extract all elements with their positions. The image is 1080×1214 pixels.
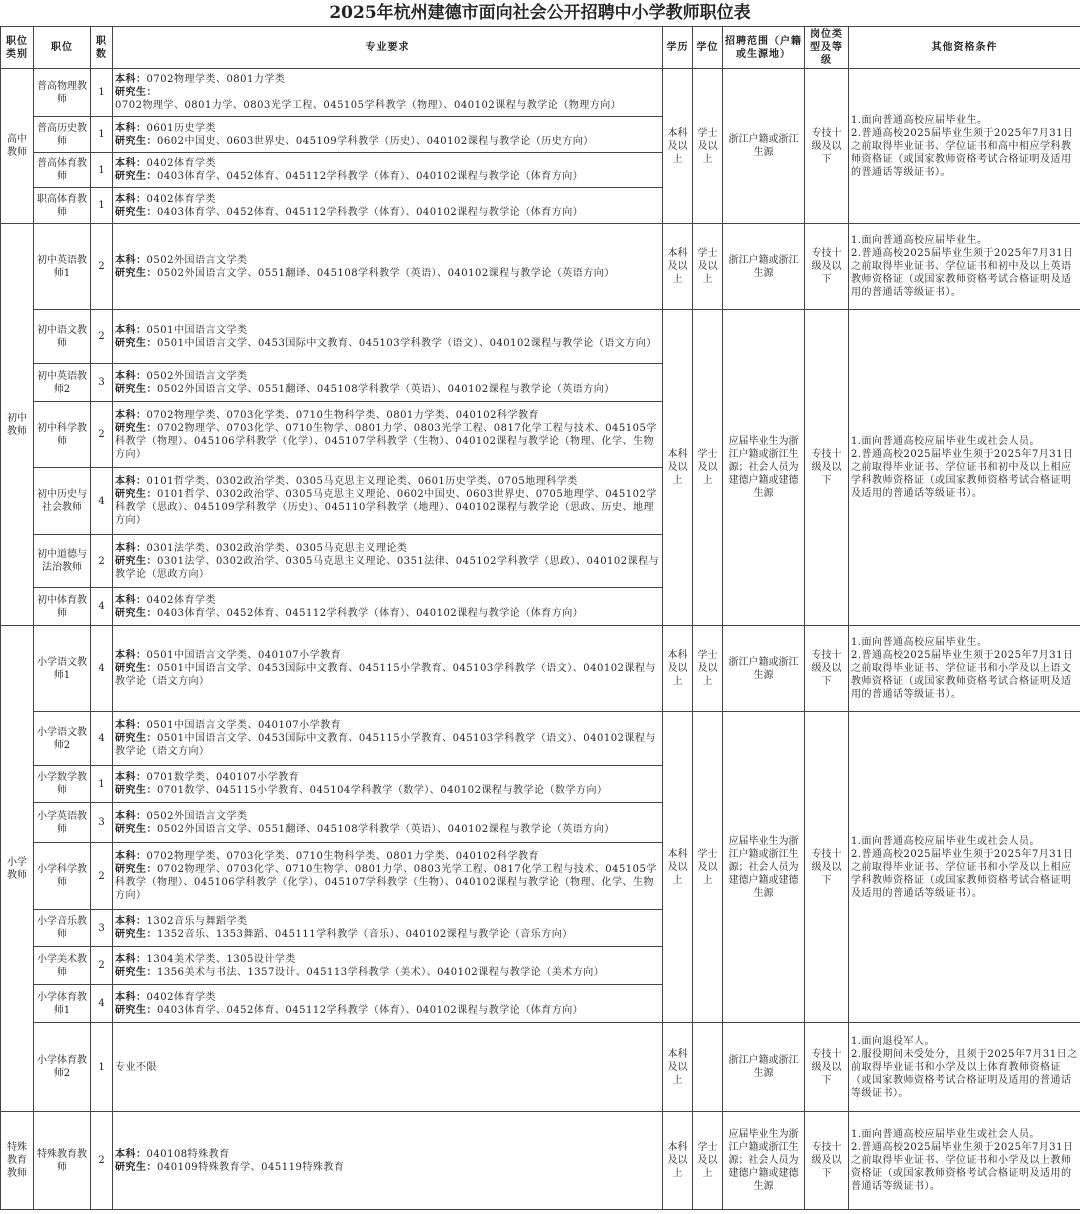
undergrad-prefix: 本科： xyxy=(115,650,147,661)
header-edu: 学历 xyxy=(663,27,693,69)
major-undergrad xyxy=(115,991,660,1004)
major-postgrad xyxy=(115,823,660,836)
postgrad-majors: 0403体育学、0452体育、045112学科教学（体育）、040102课程与教学论（体育方向） xyxy=(157,1004,584,1016)
major-undergrad xyxy=(115,915,660,928)
postgrad-prefix: 研究生： xyxy=(115,785,157,796)
table-row xyxy=(1,712,1080,766)
position-cell: 职高体育教师 xyxy=(34,188,91,224)
major-postgrad xyxy=(115,607,660,620)
major-undergrad xyxy=(115,193,660,206)
count-cell: 2 xyxy=(91,843,113,910)
count-cell: 4 xyxy=(91,985,113,1023)
undergrad-majors: 0702物理学类、0801力学类 xyxy=(146,74,286,85)
postgrad-prefix: 研究生： xyxy=(115,87,157,98)
major-postgrad xyxy=(115,86,660,112)
header-row xyxy=(1,27,1080,69)
major-undergrad xyxy=(115,122,660,135)
major-undergrad xyxy=(115,542,660,555)
position-cell: 初中语文教师 xyxy=(34,310,91,364)
count-cell: 4 xyxy=(91,468,113,535)
major-cell xyxy=(113,712,663,766)
major-postgrad xyxy=(115,928,660,941)
major-postgrad xyxy=(115,206,660,219)
undergrad-prefix: 本科： xyxy=(115,193,147,205)
postgrad-prefix: 研究生： xyxy=(115,929,157,940)
undergrad-prefix: 本科： xyxy=(115,1148,147,1160)
major-postgrad xyxy=(115,662,660,688)
degree-cell: 学士及以上 xyxy=(693,626,723,712)
count-cell: 3 xyxy=(91,364,113,402)
major-postgrad xyxy=(115,732,660,758)
undergrad-prefix: 本科： xyxy=(115,409,147,421)
postgrad-majors: 0702物理学、0801力学、0803光学工程、045105学科教学（物理）、040102课程与教学论（物理方向） xyxy=(115,100,622,111)
other-line: 2.普通高校2025届毕业生须于2025年7月31日之前取得毕业证书、学位证书和高中相应学科教师资格证（或国家教师资格考试合格证明及适用的普通话等级证书）。 xyxy=(851,127,1074,178)
education-cell: 本科及以上 xyxy=(663,626,693,712)
other-cell xyxy=(849,69,1080,224)
level-cell: 专技十级及以下 xyxy=(805,310,849,626)
undergrad-prefix: 本科： xyxy=(115,594,147,606)
major-cell xyxy=(113,766,663,803)
count-cell: 1 xyxy=(91,153,113,188)
major-cell xyxy=(113,153,663,188)
undergrad-majors: 0502外国语言文学类 xyxy=(146,254,248,266)
other-line: 2.普通高校2025届毕业生须于2025年7月31日之前取得毕业证书、学位证书和小学及以上教师资格证（或国家教师资格考试合格证明及适用的普通话等级证书）。 xyxy=(851,1142,1074,1192)
count-cell: 3 xyxy=(91,910,113,947)
count-cell: 2 xyxy=(91,402,113,468)
education-cell: 本科及以上 xyxy=(663,310,693,626)
positions-table xyxy=(0,26,1080,1210)
major-undergrad xyxy=(115,73,660,86)
major-any: 专业不限 xyxy=(115,1061,157,1073)
undergrad-majors: 040108特殊教育 xyxy=(146,1148,230,1160)
other-cell xyxy=(849,1112,1080,1210)
education-cell: 本科及以上 xyxy=(663,1112,693,1210)
postgrad-prefix: 研究生： xyxy=(115,555,157,567)
table-row xyxy=(1,69,1080,117)
position-cell: 初中体育教师 xyxy=(34,588,91,626)
major-undergrad xyxy=(115,370,660,383)
major-postgrad xyxy=(115,422,660,461)
major-postgrad xyxy=(115,337,660,350)
degree-cell: 学士及以上 xyxy=(693,1112,723,1210)
other-line: 1.面向退役军人。 xyxy=(851,1035,936,1047)
undergrad-prefix: 本科： xyxy=(115,74,147,85)
postgrad-majors: 0702物理学、0703化学、0710生物学、0801力学、0803光学工程、0817化学工程与技术、045105学科教学（物理）、045106学科教学（化学）、045107学科教学（生物）、040102课程与教学论（物理、化学、生物方向） xyxy=(115,422,657,460)
postgrad-prefix: 研究生： xyxy=(115,267,157,279)
major-cell xyxy=(113,69,663,117)
other-cell xyxy=(849,310,1080,626)
other-line: 1.面向普通高校应届毕业生。 xyxy=(851,235,988,246)
major-cell xyxy=(113,1112,663,1210)
position-cell: 普高体育教师 xyxy=(34,153,91,188)
major-cell xyxy=(113,843,663,910)
category-cell: 高中教师 xyxy=(1,69,34,224)
undergrad-majors: 1302音乐与舞蹈学类 xyxy=(146,916,248,927)
undergrad-majors: 0702物理学类、0703化学类、0710生物科学类、0801力学类、040102科学教育 xyxy=(146,851,539,862)
major-cell xyxy=(113,535,663,588)
level-cell: 专技十级及以下 xyxy=(805,626,849,712)
count-cell: 1 xyxy=(91,117,113,153)
degree-cell xyxy=(693,1023,723,1112)
undergrad-prefix: 本科： xyxy=(115,916,147,927)
major-undergrad xyxy=(115,324,660,337)
other-cell xyxy=(849,224,1080,310)
postgrad-majors: 0301法学、0302政治学、0305马克思主义理论、0351法律、045102学科教学（思政）、040102课程与教学论（思政方向） xyxy=(115,555,660,580)
undergrad-prefix: 本科： xyxy=(115,953,147,965)
undergrad-majors: 0501中国语言文学类、040107小学教育 xyxy=(146,650,342,661)
undergrad-prefix: 本科： xyxy=(115,772,147,783)
scope-cell: 应届毕业生为浙江户籍或浙江生源；社会人员为建德户籍或建德生源 xyxy=(723,1112,805,1210)
undergrad-majors: 0402体育学类 xyxy=(146,193,216,205)
undergrad-majors: 0402体育学类 xyxy=(146,991,216,1003)
position-cell: 小学科学教师 xyxy=(34,843,91,910)
major-cell xyxy=(113,224,663,310)
position-cell: 特殊教育教师 xyxy=(34,1112,91,1210)
undergrad-majors: 1304美术学类、1305设计学类 xyxy=(146,953,296,965)
table-row xyxy=(1,224,1080,310)
postgrad-prefix: 研究生： xyxy=(115,966,157,978)
postgrad-prefix: 研究生： xyxy=(115,337,157,349)
undergrad-prefix: 本科： xyxy=(115,324,147,336)
position-cell: 普高物理教师 xyxy=(34,69,91,117)
scope-cell: 浙江户籍或浙江生源 xyxy=(723,69,805,224)
major-postgrad xyxy=(115,383,660,396)
postgrad-majors: 0502外国语言文学、0551翻译、045108学科教学（英语）、040102课程与教学论（英语方向） xyxy=(157,383,615,395)
postgrad-prefix: 研究生： xyxy=(115,1004,157,1016)
undergrad-majors: 0702物理学类、0703化学类、0710生物科学类、0801力学类、040102科学教育 xyxy=(146,409,539,421)
undergrad-majors: 0701数学类、040107小学教育 xyxy=(146,772,300,783)
other-line: 2.服役期间未受处分，且须于2025年7月31日之前取得毕业证书和小学及以上体育教师资格证（或国家教师资格考试合格证明及适用的普通话等级证书）。 xyxy=(851,1048,1078,1099)
education-cell: 本科及以上 xyxy=(663,224,693,310)
postgrad-majors: 0101哲学、0302政治学、0305马克思主义理论、0602中国史、0603世界史、0705地理学、045102学科教学（思政）、045109学科教学（历史）、045110学科教学（地理）、040102课程与教学论（思政、历史、地理方向） xyxy=(115,489,657,526)
major-cell xyxy=(113,985,663,1023)
category-cell: 初中教师 xyxy=(1,224,34,626)
major-postgrad xyxy=(115,784,660,797)
count-cell: 2 xyxy=(91,535,113,588)
major-cell xyxy=(113,117,663,153)
postgrad-majors: 0701数学、045115小学教育、045104学科教学（数学）、040102课程与教学论（数学方向） xyxy=(157,785,608,796)
postgrad-majors: 0602中国史、0603世界史、045109学科教学（历史）、040102课程与教学论（历史方向） xyxy=(157,135,594,147)
postgrad-prefix: 研究生： xyxy=(115,383,157,395)
table-row xyxy=(1,310,1080,364)
major-cell xyxy=(113,188,663,224)
major-undergrad xyxy=(115,771,660,784)
major-undergrad xyxy=(115,409,660,422)
education-cell: 本科及以上 xyxy=(663,69,693,224)
major-undergrad xyxy=(115,719,660,732)
postgrad-prefix: 研究生： xyxy=(115,823,157,835)
count-cell: 4 xyxy=(91,626,113,712)
position-cell: 小学美术教师 xyxy=(34,947,91,985)
major-cell xyxy=(113,364,663,402)
undergrad-prefix: 本科： xyxy=(115,122,147,134)
position-cell: 小学英语教师 xyxy=(34,803,91,843)
degree-cell: 学士及以上 xyxy=(693,712,723,1023)
table-row xyxy=(1,626,1080,712)
position-cell: 初中英语教师1 xyxy=(34,224,91,310)
level-cell: 专技十级及以下 xyxy=(805,1023,849,1112)
undergrad-prefix: 本科： xyxy=(115,851,147,862)
major-undergrad xyxy=(115,1148,660,1161)
degree-cell: 学士及以上 xyxy=(693,310,723,626)
header-major: 专业要求 xyxy=(113,27,663,69)
header-level: 岗位类型及等级 xyxy=(805,27,849,69)
major-cell xyxy=(113,468,663,535)
category-cell: 小学教师 xyxy=(1,626,34,1112)
major-undergrad xyxy=(115,953,660,966)
major-undergrad xyxy=(115,649,660,662)
header-degree: 学位 xyxy=(693,27,723,69)
position-cell: 初中道德与法治教师 xyxy=(34,535,91,588)
postgrad-prefix: 研究生： xyxy=(115,733,157,744)
postgrad-prefix: 研究生： xyxy=(115,489,157,500)
undergrad-majors: 0502外国语言文学类 xyxy=(146,370,248,382)
major-undergrad xyxy=(115,810,660,823)
postgrad-majors: 0501中国语言文学、0453国际中文教育、045115小学教育、045103学科教学（语文）、040102课程与教学论（语文方向） xyxy=(115,663,656,687)
table-row xyxy=(1,1023,1080,1112)
count-cell: 2 xyxy=(91,1112,113,1210)
header-category: 职位类别 xyxy=(1,27,34,69)
other-cell xyxy=(849,626,1080,712)
scope-cell: 浙江户籍或浙江生源 xyxy=(723,224,805,310)
major-cell xyxy=(113,588,663,626)
major-postgrad xyxy=(115,1161,660,1174)
undergrad-majors: 0501中国语言文学类、040107小学教育 xyxy=(146,720,342,731)
other-line: 1.面向普通高校应届毕业生。 xyxy=(851,114,988,126)
undergrad-prefix: 本科： xyxy=(115,542,147,554)
other-line: 2.普通高校2025届毕业生须于2025年7月31日之前取得毕业证书、学位证书和小学及以上语文教师资格证（或国家教师资格考试合格证明及适用的普通话等级证书）。 xyxy=(851,650,1074,700)
other-line: 2.普通高校2025届毕业生须于2025年7月31日之前取得毕业证书、学位证书和小学及以上相应学科教师资格证（或国家教师资格考试合格证明及适用的普通话等级证书）。 xyxy=(851,848,1074,899)
position-cell: 普高历史教师 xyxy=(34,117,91,153)
other-cell xyxy=(849,1023,1080,1112)
major-undergrad xyxy=(115,254,660,267)
level-cell: 专技十级及以下 xyxy=(805,712,849,1023)
postgrad-majors: 0403体育学、0452体育、045112学科教学（体育）、040102课程与教学论（体育方向） xyxy=(157,206,584,218)
degree-cell: 学士及以上 xyxy=(693,69,723,224)
major-postgrad xyxy=(115,863,660,902)
count-cell: 3 xyxy=(91,803,113,843)
other-line: 1.面向普通高校应届毕业生或社会人员。 xyxy=(851,835,1041,847)
undergrad-prefix: 本科： xyxy=(115,720,147,731)
postgrad-prefix: 研究生： xyxy=(115,422,157,434)
table-title: 2025年杭州建德市面向社会公开招聘中小学教师职位表 xyxy=(329,3,751,23)
postgrad-prefix: 研究生： xyxy=(115,864,157,875)
other-line: 2.普通高校2025届毕业生须于2025年7月31日之前取得毕业证书、学位证书和初中及以上英语教师资格证（或国家教师资格考试合格证明及适用的普通话等级证书）。 xyxy=(851,248,1074,298)
header-scope: 招聘范围（户籍或生源地） xyxy=(723,27,805,69)
postgrad-majors: 040109特殊教育学、045119特殊教育 xyxy=(157,1161,345,1173)
postgrad-majors: 0702物理学、0703化学、0710生物学、0801力学、0803光学工程、0817化学工程与技术、045105学科教学（物理）、045106学科教学（化学）、045107学科教学（生物）、040102课程与教学论（物理、化学、生物方向） xyxy=(115,864,657,901)
education-cell: 本科及以上 xyxy=(663,1023,693,1112)
undergrad-majors: 0301法学类、0302政治学类、0305马克思主义理论类 xyxy=(146,542,408,554)
major-postgrad xyxy=(115,1004,660,1017)
undergrad-majors: 0402体育学类 xyxy=(146,594,216,606)
education-cell: 本科及以上 xyxy=(663,712,693,1023)
scope-cell: 应届毕业生为浙江户籍或浙江生源；社会人员为建德户籍或建德生源 xyxy=(723,310,805,626)
position-cell: 小学语文教师2 xyxy=(34,712,91,766)
degree-cell: 学士及以上 xyxy=(693,224,723,310)
table-row xyxy=(1,1112,1080,1210)
scope-cell: 浙江户籍或浙江生源 xyxy=(723,1023,805,1112)
undergrad-prefix: 本科： xyxy=(115,476,147,487)
undergrad-majors: 0601历史学类 xyxy=(146,122,216,134)
header-position: 职位 xyxy=(34,27,91,69)
undergrad-majors: 0502外国语言文学类 xyxy=(146,810,248,822)
other-line: 1.面向普通高校应届毕业生。 xyxy=(851,637,988,648)
position-cell: 小学音乐教师 xyxy=(34,910,91,947)
postgrad-majors: 0502外国语言文学、0551翻译、045108学科教学（英语）、040102课程与教学论（英语方向） xyxy=(157,823,615,835)
undergrad-prefix: 本科： xyxy=(115,991,147,1003)
major-cell xyxy=(113,626,663,712)
postgrad-majors: 0403体育学、0452体育、045112学科教学（体育）、040102课程与教学论（体育方向） xyxy=(157,607,584,619)
major-cell xyxy=(113,1023,663,1112)
position-cell: 初中科学教师 xyxy=(34,402,91,468)
postgrad-prefix: 研究生： xyxy=(115,135,157,147)
position-cell: 小学数学教师 xyxy=(34,766,91,803)
scope-cell: 浙江户籍或浙江生源 xyxy=(723,626,805,712)
postgrad-prefix: 研究生： xyxy=(115,607,157,619)
position-cell: 初中历史与社会教师 xyxy=(34,468,91,535)
other-line: 1.面向普通高校应届毕业生或社会人员。 xyxy=(851,436,1041,447)
major-postgrad xyxy=(115,170,660,183)
other-line: 1.面向普通高校应届毕业生或社会人员。 xyxy=(851,1129,1041,1140)
scope-cell: 应届毕业生为浙江户籍或浙江生源；社会人员为建德户籍或建德生源 xyxy=(723,712,805,1023)
other-line: 2.普通高校2025届毕业生须于2025年7月31日之前取得毕业证书、学位证书和初中及以上相应学科教师资格证（或国家教师资格考试合格证明及适用的普通话等级证书）。 xyxy=(851,449,1074,499)
undergrad-majors: 0501中国语言文学类 xyxy=(146,324,248,336)
other-cell xyxy=(849,712,1080,1023)
postgrad-majors: 0501中国语言文学、0453国际中文教育、045103学科教学（语文）、040102课程与教学论（语文方向） xyxy=(157,337,657,349)
undergrad-majors: 0101哲学类、0302政治学类、0305马克思主义理论类、0601历史学类、0705地理科学类 xyxy=(146,476,578,487)
level-cell: 专技十级及以下 xyxy=(805,224,849,310)
postgrad-majors: 1356美术与书法、1357设计、045113学科教学（美术）、040102课程与教学论（美术方向） xyxy=(157,966,605,978)
postgrad-majors: 0501中国语言文学、0453国际中文教育、045115小学教育、045103学科教学（语文）、040102课程与教学论（语文方向） xyxy=(115,733,656,757)
postgrad-majors: 0403体育学、0452体育、045112学科教学（体育）、040102课程与教学论（体育方向） xyxy=(157,171,584,182)
position-cell: 小学体育教师1 xyxy=(34,985,91,1023)
major-postgrad xyxy=(115,555,660,581)
major-cell xyxy=(113,402,663,468)
count-cell: 1 xyxy=(91,69,113,117)
count-cell: 2 xyxy=(91,310,113,364)
header-other: 其他资格条件 xyxy=(849,27,1080,69)
undergrad-prefix: 本科： xyxy=(115,158,147,169)
position-cell: 小学体育教师2 xyxy=(34,1023,91,1112)
postgrad-majors: 0502外国语言文学、0551翻译、045108学科教学（英语）、040102课程与教学论（英语方向） xyxy=(157,267,615,279)
header-count: 职数 xyxy=(91,27,113,69)
level-cell: 专技十级及以下 xyxy=(805,1112,849,1210)
major-postgrad xyxy=(115,267,660,280)
undergrad-prefix: 本科： xyxy=(115,810,147,822)
major-postgrad xyxy=(115,966,660,979)
count-cell: 2 xyxy=(91,947,113,985)
postgrad-prefix: 研究生： xyxy=(115,1161,157,1173)
position-cell: 小学语文教师1 xyxy=(34,626,91,712)
major-cell xyxy=(113,310,663,364)
major-postgrad xyxy=(115,135,660,148)
undergrad-prefix: 本科： xyxy=(115,370,147,382)
count-cell: 4 xyxy=(91,588,113,626)
category-cell: 特殊教育教师 xyxy=(1,1112,34,1210)
major-cell xyxy=(113,910,663,947)
count-cell: 1 xyxy=(91,766,113,803)
major-postgrad xyxy=(115,488,660,527)
major-undergrad xyxy=(115,850,660,863)
major-undergrad xyxy=(115,157,660,170)
major-cell xyxy=(113,803,663,843)
major-cell xyxy=(113,947,663,985)
undergrad-prefix: 本科： xyxy=(115,254,147,266)
major-undergrad xyxy=(115,594,660,607)
postgrad-prefix: 研究生： xyxy=(115,206,157,218)
postgrad-prefix: 研究生： xyxy=(115,171,157,182)
count-cell: 4 xyxy=(91,712,113,766)
count-cell: 1 xyxy=(91,1023,113,1112)
count-cell: 2 xyxy=(91,224,113,310)
level-cell: 专技十级及以下 xyxy=(805,69,849,224)
postgrad-prefix: 研究生： xyxy=(115,663,157,674)
postgrad-majors: 1352音乐、1353舞蹈、045111学科教学（音乐）、040102课程与教学论（音乐方向） xyxy=(157,929,573,940)
major-undergrad xyxy=(115,475,660,488)
position-cell: 初中英语教师2 xyxy=(34,364,91,402)
count-cell: 1 xyxy=(91,188,113,224)
undergrad-majors: 0402体育学类 xyxy=(146,158,216,169)
